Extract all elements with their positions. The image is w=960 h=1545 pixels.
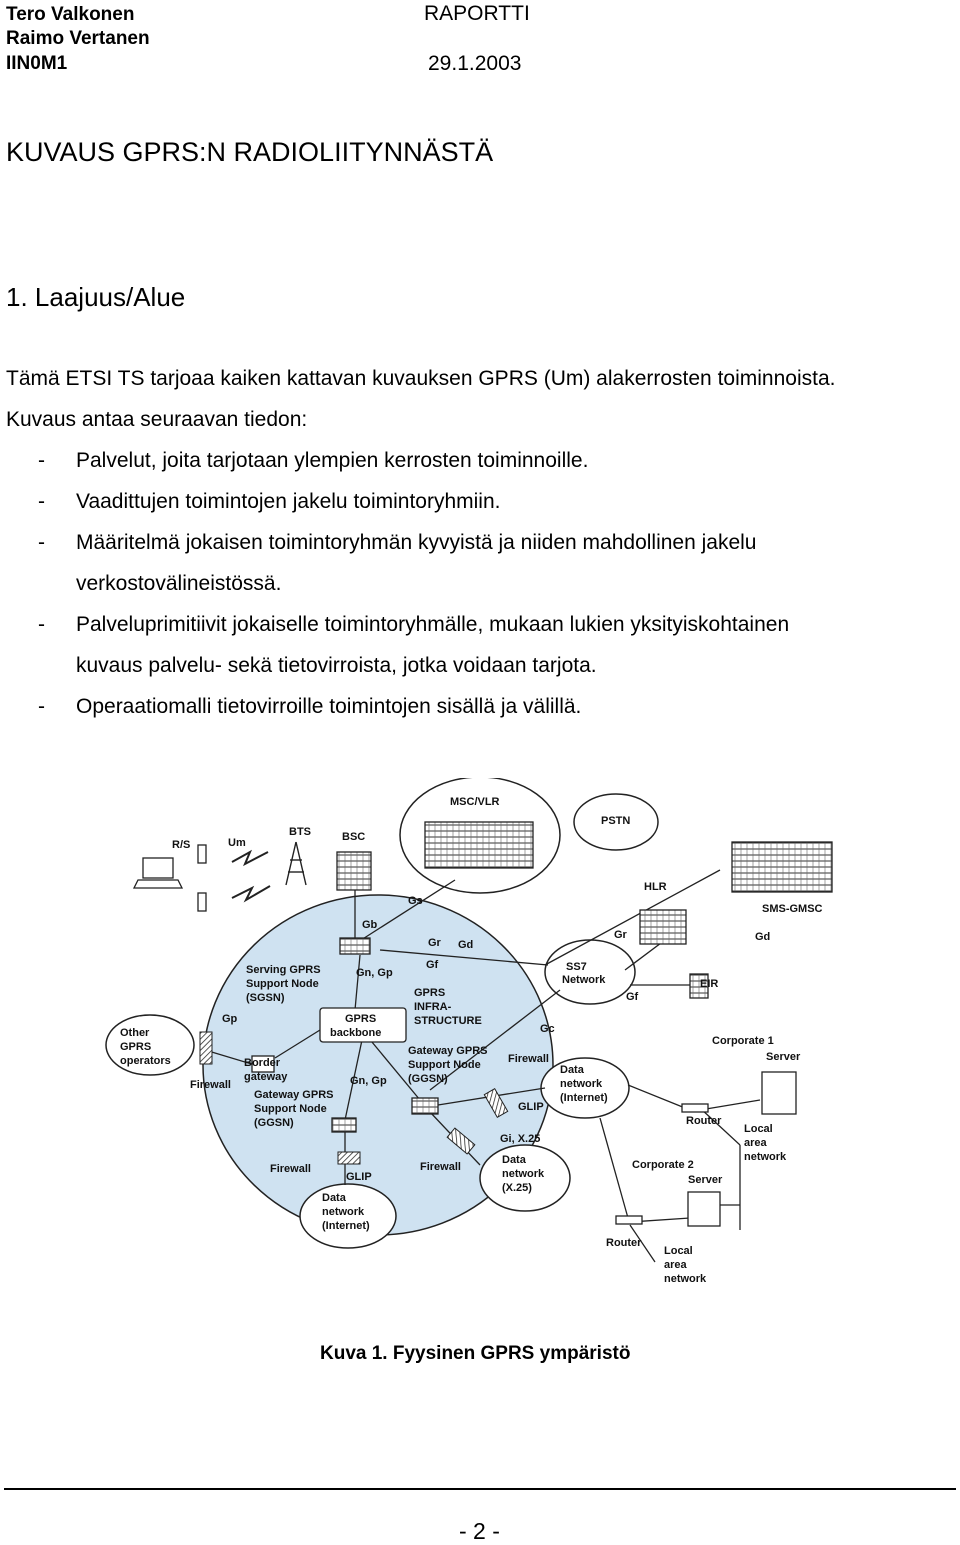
corporate-2-label: Server [688, 1174, 723, 1186]
firewall-icon [200, 1032, 212, 1064]
ggsn-label: Gateway GPRS [254, 1089, 334, 1101]
bullet-list [0, 440, 960, 740]
bullet-item-continuation: kuvaus palvelu- sekä tietovirroista, jotka voidaan tarjota. [76, 654, 597, 677]
bsc-cabinet-icon [337, 852, 371, 890]
bullet-marker: - [38, 449, 45, 472]
sgsn-label: (SGSN) [246, 992, 285, 1004]
interface-gf-label: Gf [426, 959, 439, 971]
page-number: - 2 - [459, 1518, 500, 1544]
firewall-label: Firewall [508, 1053, 549, 1065]
data-network-label: network [560, 1078, 603, 1090]
firewall-label: Firewall [420, 1161, 461, 1173]
sgsn-label: Support Node [246, 978, 319, 990]
gprs-infrastructure-label: INFRA- [414, 1001, 452, 1013]
firewall-label: Firewall [190, 1079, 231, 1091]
gprs-infrastructure-label: GPRS [414, 987, 446, 999]
gprs-network-diagram [90, 778, 850, 1298]
document-date: 29.1.2003 [428, 52, 522, 75]
gprs-infrastructure-label: STRUCTURE [414, 1015, 482, 1027]
corporate-1-label: Server [766, 1051, 801, 1063]
router-label: Router [686, 1115, 722, 1127]
bsc-label: BSC [342, 831, 366, 843]
other-operators-label: operators [120, 1055, 171, 1067]
bullet-marker: - [38, 531, 45, 554]
ss7-network-label: Network [562, 974, 606, 986]
figure-caption: Kuva 1. Fyysinen GPRS ympäristö [320, 1343, 631, 1364]
msc-vlr-label: MSC/VLR [450, 796, 500, 808]
border-gateway-label: Border [244, 1057, 281, 1069]
firewall-icon [338, 1152, 360, 1164]
ggsn-label: Gateway GPRS [408, 1045, 488, 1057]
sms-gmsc-cabinet-icon [732, 842, 832, 892]
hlr-label: HLR [644, 881, 667, 893]
firewall-label: Firewall [270, 1163, 311, 1175]
bts-tower-icon [286, 842, 306, 885]
ms-label: R/S [172, 839, 191, 851]
mobile-phone-icon [198, 893, 206, 911]
laptop-icon [134, 858, 182, 888]
bullet-item: Vaadittujen toimintojen jakelu toimintoryhmiin. [76, 490, 501, 513]
corporate-2-label: Corporate 2 [632, 1159, 694, 1171]
eir-label: EIR [700, 978, 719, 990]
mobile-phone-icon [198, 845, 206, 863]
interface-gr-label: Gr [428, 937, 441, 949]
ggsn-node-icon [412, 1098, 438, 1114]
interface-glip-label: GLIP [346, 1171, 372, 1183]
document-type: RAPORTTI [424, 2, 530, 25]
section-heading: 1. Laajuus/Alue [6, 282, 186, 312]
corporate-server-icon [688, 1192, 720, 1226]
interface-gf-label: Gf [626, 991, 639, 1003]
lan-label: network [664, 1273, 707, 1285]
bullet-item: Määritelmä jokaisen toimintoryhmän kyvyistä ja niiden mahdollinen jakelu [76, 531, 757, 554]
interface-gi-x25-label: Gi, X.25 [500, 1133, 541, 1145]
author-name-1: Tero Valkonen [6, 4, 135, 25]
sgsn-label: Serving GPRS [246, 964, 321, 976]
ss7-network-circle [545, 940, 635, 1004]
data-network-label: network [322, 1206, 365, 1218]
data-network-label: Data [322, 1192, 346, 1204]
gprs-backbone-label: backbone [330, 1027, 382, 1039]
other-operators-label: Other [120, 1027, 150, 1039]
interface-gd-label: Gd [458, 939, 474, 951]
bullet-marker: - [38, 490, 45, 513]
data-network-label: Data [560, 1064, 584, 1076]
bullet-marker: - [38, 613, 45, 636]
lan-label: area [744, 1137, 767, 1149]
interface-gb-label: Gb [362, 919, 378, 931]
data-network-label: (Internet) [560, 1092, 608, 1104]
sms-gmsc-label: SMS-GMSC [762, 903, 823, 915]
pstn-label: PSTN [601, 815, 631, 827]
ggsn-label: (GGSN) [408, 1073, 448, 1085]
intro-line: Tämä ETSI TS tarjoaa kaiken kattavan kuvauksen GPRS (Um) alakerrosten toiminnoista. [6, 367, 836, 390]
data-network-label: network [502, 1168, 545, 1180]
radio-link-icon [232, 852, 270, 900]
bullet-item-continuation: verkostovälineistössä. [76, 572, 282, 595]
sgsn-node-icon [340, 938, 370, 954]
lan-label: Local [744, 1123, 773, 1135]
document-title: KUVAUS GPRS:N RADIOLIITYNNÄSTÄ [6, 137, 494, 167]
router-label: Router [606, 1237, 642, 1249]
data-network-label: (X.25) [502, 1182, 532, 1194]
lan-label: area [664, 1259, 687, 1271]
ggsn-label: (GGSN) [254, 1117, 294, 1129]
um-label: Um [228, 837, 246, 849]
bullet-marker: - [38, 695, 45, 718]
footer-divider [4, 1488, 956, 1490]
ggsn-label: Support Node [254, 1103, 327, 1115]
interface-glip-label: GLIP [518, 1101, 544, 1113]
other-operators-label: GPRS [120, 1041, 152, 1053]
bullet-item: Operaatiomalli tietovirroille toimintojen sisällä ja välillä. [76, 695, 582, 718]
data-network-label: Data [502, 1154, 526, 1166]
interface-gs-label: Gs [408, 895, 423, 907]
bullet-item: Palvelut, joita tarjotaan ylempien kerrosten toiminnoille. [76, 449, 589, 472]
router-icon [682, 1104, 708, 1112]
corporate-1-label: Corporate 1 [712, 1035, 774, 1047]
intro-line: Kuvaus antaa seuraavan tiedon: [6, 408, 308, 431]
border-gateway-label: gateway [244, 1071, 288, 1083]
gprs-backbone-label: GPRS [345, 1013, 377, 1025]
ggsn-label: Support Node [408, 1059, 481, 1071]
data-network-label: (Internet) [322, 1220, 370, 1232]
hlr-cabinet-icon [640, 910, 686, 944]
interface-gn-gp-label: Gn, Gp [350, 1075, 387, 1087]
author-name-2: Raimo Vertanen [6, 28, 150, 49]
interface-gc-label: Gc [540, 1023, 555, 1035]
corporate-server-icon [762, 1072, 796, 1114]
bullet-item: Palveluprimitiivit jokaiselle toimintoryhmälle, mukaan lukien yksityiskohtainen [76, 613, 790, 636]
ss7-network-label: SS7 [566, 961, 587, 973]
router-icon [616, 1216, 642, 1224]
interface-gr-label: Gr [614, 929, 627, 941]
course-code: IIN0M1 [6, 53, 68, 74]
interface-gd-label: Gd [755, 931, 771, 943]
ggsn-node-icon [332, 1118, 356, 1132]
msc-vlr-cabinet-icon [425, 822, 533, 868]
intro-paragraph [6, 358, 835, 440]
interface-gn-gp-label: Gn, Gp [356, 967, 393, 979]
bts-label: BTS [289, 826, 311, 838]
interface-gp-label: Gp [222, 1013, 238, 1025]
lan-label: Local [664, 1245, 693, 1257]
lan-label: network [744, 1151, 787, 1163]
